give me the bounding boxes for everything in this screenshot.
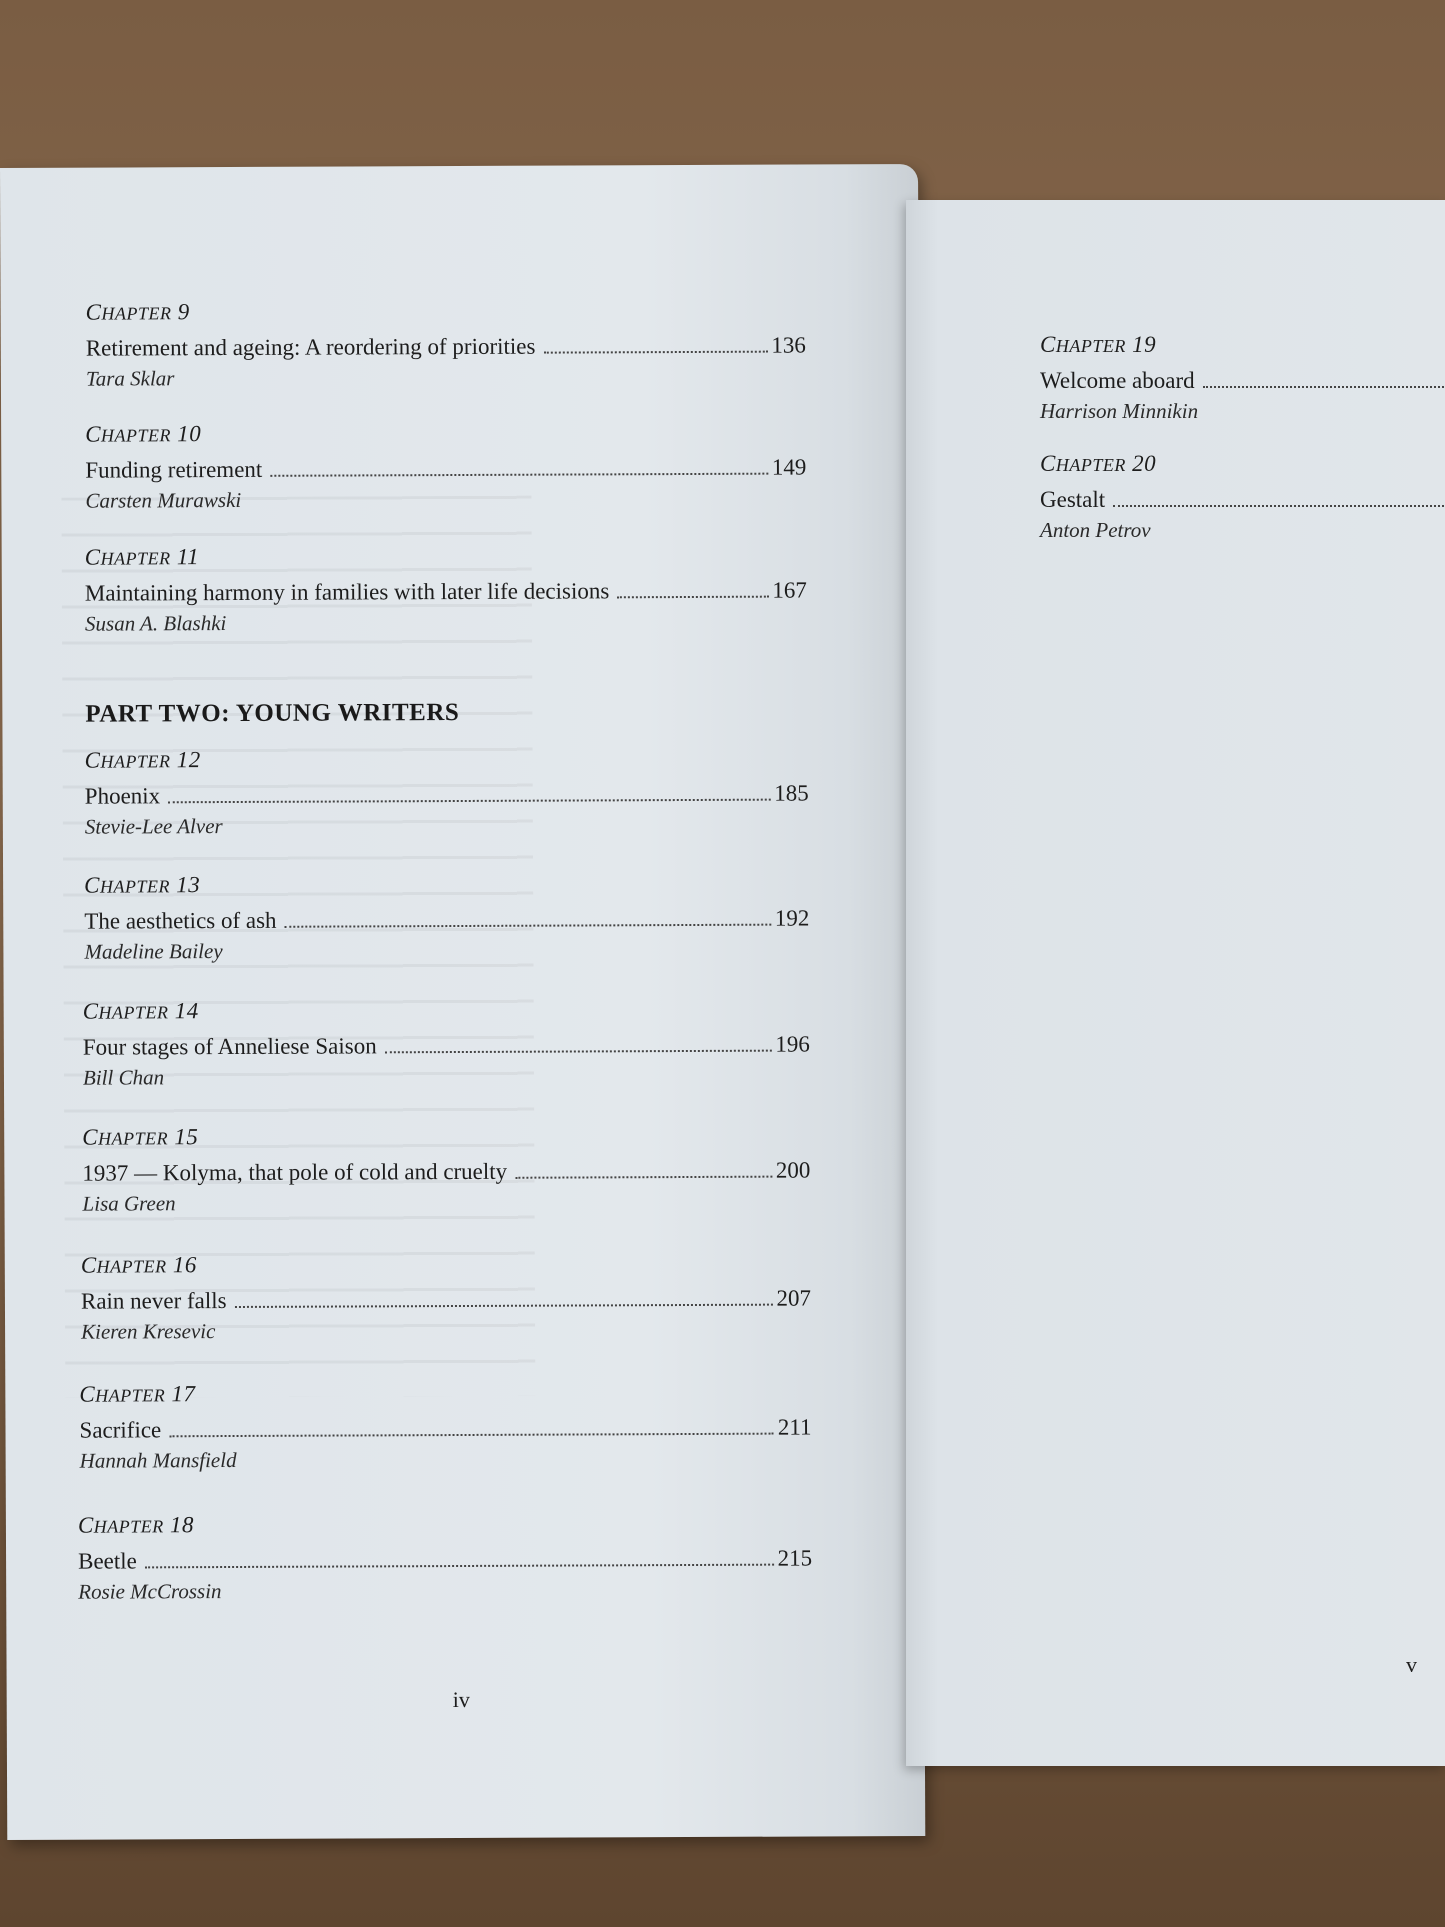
page-number: 200 (775, 1157, 811, 1183)
toc-entry (82, 1121, 810, 1216)
page-number: 149 (771, 454, 807, 480)
chapter-title: Sacrifice (79, 1417, 162, 1443)
dot-leader (1203, 386, 1445, 388)
toc-entry (1040, 332, 1445, 424)
chapter-label: CHAPTER 20 (1040, 451, 1157, 476)
chapter-author: Lisa Green (82, 1191, 176, 1216)
chapter-title: Gestalt (1040, 487, 1106, 512)
chapter-author: Madeline Bailey (84, 939, 223, 964)
chapter-row (79, 1414, 811, 1443)
chapter-row (1040, 368, 1445, 394)
chapter-row (85, 577, 807, 606)
left-page (0, 164, 925, 1840)
page-number: 185 (774, 780, 809, 806)
chapter-author: Carsten Murawski (85, 487, 242, 513)
toc-entry (85, 541, 807, 636)
toc-entry (81, 1249, 811, 1344)
chapter-author: Stevie-Lee Alver (84, 814, 223, 839)
chapter-author: Hannah Mansfield (79, 1447, 237, 1473)
page-number: 136 (771, 332, 806, 358)
chapter-title: 1937 — Kolyma, that pole of cold and cruelty (82, 1158, 508, 1186)
page-folio: v (1406, 1652, 1417, 1677)
toc-entry (1040, 451, 1445, 543)
chapter-row (83, 1031, 810, 1060)
toc-entry (85, 418, 806, 513)
chapter-label: CHAPTER 16 (80, 1252, 197, 1278)
dot-leader (617, 596, 768, 599)
chapter-title: Welcome aboard (1040, 368, 1195, 393)
chapter-label: CHAPTER 9 (85, 299, 190, 325)
chapter-row (1040, 487, 1445, 513)
chapter-row (85, 780, 809, 809)
right-page (906, 200, 1445, 1766)
chapter-title: Four stages of Anneliese Saison (82, 1033, 377, 1060)
part-heading: PART TWO: YOUNG WRITERS (85, 699, 460, 728)
page-number: 167 (772, 577, 807, 603)
chapter-row (78, 1545, 812, 1574)
dot-leader (1113, 505, 1445, 507)
page-number: 211 (777, 1414, 812, 1440)
chapter-author: Susan A. Blashki (84, 611, 227, 636)
chapter-label: CHAPTER 11 (84, 544, 200, 570)
page-number: 207 (776, 1285, 811, 1311)
toc-entry (78, 1509, 812, 1604)
dot-leader (285, 924, 771, 928)
toc-entry (85, 744, 809, 839)
dot-leader (145, 1564, 774, 1569)
chapter-label: CHAPTER 17 (79, 1381, 196, 1407)
chapter-author: Anton Petrov (1040, 518, 1151, 542)
chapter-title: Rain never falls (80, 1288, 227, 1314)
toc-entry (83, 995, 810, 1090)
dot-leader (168, 799, 770, 804)
chapter-row (86, 332, 806, 361)
dot-leader (543, 351, 767, 354)
chapter-author: Kieren Kresevic (81, 1319, 216, 1344)
chapter-author: Bill Chan (82, 1065, 165, 1090)
dot-leader (169, 1433, 774, 1438)
page-number: 192 (774, 905, 810, 931)
chapter-author: Harrison Minnikin (1040, 399, 1199, 423)
toc-left (0, 164, 918, 1713)
dot-leader (385, 1050, 772, 1054)
chapter-row (81, 1285, 811, 1314)
toc-entry (79, 1378, 811, 1473)
chapter-row (82, 1157, 810, 1186)
chapter-author: Tara Sklar (85, 366, 175, 391)
page-number: 196 (775, 1031, 810, 1057)
chapter-title: The aesthetics of ash (84, 907, 277, 934)
chapter-label: CHAPTER 14 (82, 998, 199, 1024)
chapter-title: Beetle (78, 1548, 137, 1574)
chapter-title: Maintaining harmony in families with later life decisions (84, 578, 610, 606)
chapter-title: Retirement and ageing: A reordering of priorities (85, 333, 536, 361)
dot-leader (270, 473, 768, 477)
chapter-row (85, 454, 806, 483)
chapter-label: CHAPTER 15 (82, 1124, 199, 1150)
dot-leader (515, 1176, 772, 1179)
chapter-row (84, 905, 809, 934)
dot-leader (235, 1304, 773, 1308)
chapter-label: CHAPTER 13 (84, 872, 201, 898)
chapter-author: Rosie McCrossin (78, 1579, 222, 1604)
toc-entry (86, 296, 806, 391)
page-number: 215 (777, 1545, 813, 1571)
chapter-title: Phoenix (84, 783, 161, 809)
chapter-title: Funding retirement (85, 456, 263, 483)
chapter-label: CHAPTER 18 (77, 1512, 195, 1538)
chapter-label: CHAPTER 19 (1040, 332, 1157, 357)
page-folio: iv (452, 1686, 470, 1713)
chapter-label: CHAPTER 12 (84, 747, 201, 773)
chapter-label: CHAPTER 10 (85, 421, 202, 447)
toc-entry (84, 869, 809, 964)
